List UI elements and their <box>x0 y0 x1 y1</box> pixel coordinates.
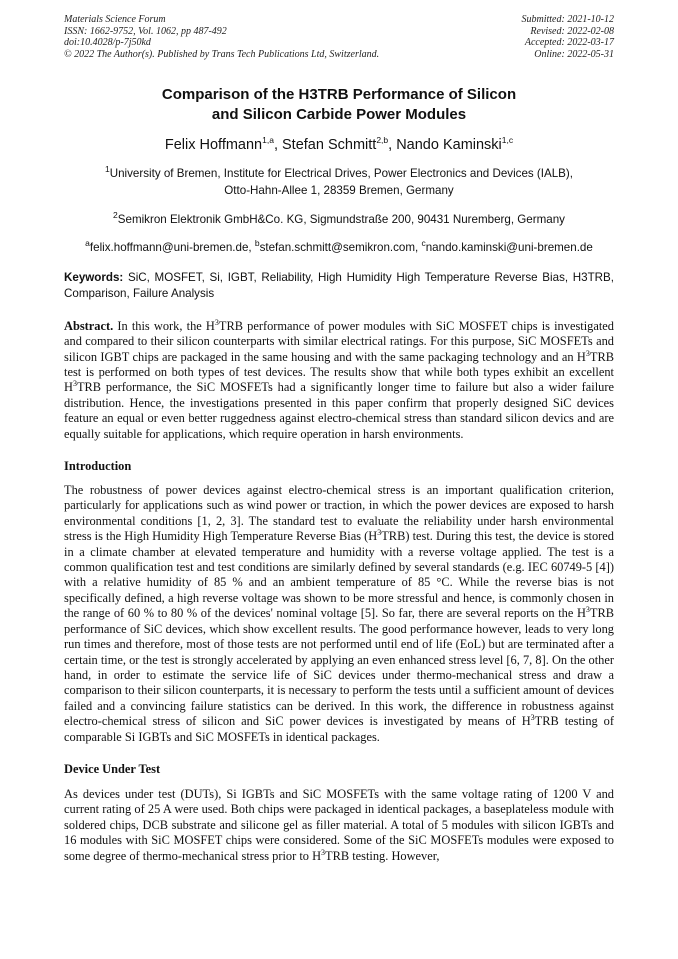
email-mark: c <box>421 238 426 249</box>
affiliation-1 <box>64 161 614 199</box>
email-mark: b <box>254 238 260 249</box>
author-separator: , <box>273 137 283 154</box>
publication-dates <box>522 14 615 60</box>
online-date: Online: 2022-05-31 <box>534 48 614 60</box>
copyright: © 2022 The Author(s). Published by Trans Tech Publications Ltd, Switzerland. <box>64 48 380 60</box>
author-name: Felix Hoffmann <box>164 137 263 154</box>
section-heading-device-under-test: Device Under Test <box>64 761 161 776</box>
email-link[interactable]: felix.hoffmann@uni-bremen.de, <box>89 241 255 255</box>
author-affiliation-mark: 2,b <box>376 135 389 146</box>
email-link[interactable]: stefan.schmitt@semikron.com, <box>259 241 422 255</box>
email-mark: a <box>85 238 90 249</box>
affiliation-1-line-1: University of Bremen, Institute for Electrical Drives, Power Electronics and Devices (IALB), <box>109 167 573 181</box>
superscript: 3 <box>214 317 219 327</box>
title-line-2: and Silicon Carbide Power Modules <box>211 106 467 124</box>
keywords <box>64 270 614 303</box>
paper-title <box>104 85 574 125</box>
author-separator: , <box>388 137 397 154</box>
accepted-date: Accepted: 2022-03-17 <box>524 37 614 49</box>
submitted-date: Submitted: 2021-10-12 <box>521 14 614 25</box>
journal-name: Materials Science Forum <box>64 14 166 25</box>
abstract <box>64 319 614 442</box>
author-name: Stefan Schmitt <box>282 137 377 154</box>
superscript: 3 <box>585 348 590 358</box>
email-link[interactable]: nando.kaminski@uni-bremen.de <box>425 241 593 255</box>
superscript: 3 <box>72 379 77 389</box>
author-affiliation-mark: 1,a <box>262 135 274 146</box>
journal-info <box>64 14 379 60</box>
doi[interactable]: doi:10.4028/p-7j50kd <box>64 37 151 49</box>
title-line-1: Comparison of the H3TRB Performance of Silicon <box>161 86 517 104</box>
revised-date: Revised: 2022-02-08 <box>530 25 614 37</box>
section-heading-introduction: Introduction <box>64 459 132 474</box>
paragraph-text: TRB testing. However, <box>325 848 440 863</box>
affiliation-1-line-2: Otto-Hahn-Allee 1, 28359 Bremen, Germany <box>224 183 454 197</box>
affiliation-mark: 2 <box>113 210 118 221</box>
author-name: Nando Kaminski <box>396 137 502 154</box>
abstract-text: TRB performance, the SiC MOSFETs had a significantly longer time to failure but also a wider failure distribution. Hence, the investigations presented in this paper confirm that properly designed SiC devices feature an equal or even better ruggedness against electro-chemical stress than standard silicon devics and are equally suitable for applications, which require operation in harsh environments. <box>64 380 614 441</box>
superscript: 3 <box>530 713 535 722</box>
paragraph-text: TRB testing of comparable Si IGBTs and SiC MOSFETs in identical packages. <box>64 714 615 744</box>
abstract-text: In this work, the H <box>113 318 215 333</box>
author-affiliation-mark: 1,c <box>501 135 514 146</box>
email-list <box>64 235 614 256</box>
abstract-text: TRB performance of power modules with SiC MOSFET chips is investigated and compared to their silicon counterparts with similar electrical ratings. For this purpose, SiC MOSFETs and silicon IGBT chips are packaged in the same housing and with the same packaging technology and an H <box>64 318 614 364</box>
affiliation-2 <box>64 207 614 228</box>
paragraph-text: As devices under test (DUTs), Si IGBTs and SiC MOSFETs with the same voltage rating of 1200 V and current rating of 25 A were used. Both chips were packaged in identical packages, a baseplateless module with soldered chips, DCB substrate and silicone gel as filler material. A total of 5 modules with silicon IGBTs and 16 modules with SiC MOSFET chips were considered. Some of the SiC MOSFETs modules were exposed to some degree of thermo-mechanical stress prior to H <box>64 786 614 863</box>
abstract-text: TRB test is performed on both types of test devices. The results show that while both types exhibit an excellent H <box>64 349 614 395</box>
introduction-paragraph <box>64 483 614 745</box>
affiliation-2-text: Semikron Elektronik GmbH&Co. KG, Sigmundstraße 200, 90431 Nuremberg, Germany <box>117 212 565 226</box>
superscript: 3 <box>585 605 590 615</box>
paragraph-text: The robustness of power devices against electro-chemical stress is an important qualification criterion, particularly for applications such as wind power or traction, in which the power devices are exposed to harsh environmental conditions [1, 2, 3]. The standard test to evaluate the reliability under harsh environmental stress is the High Humidity High Temperature Reverse Bias (H <box>64 483 614 544</box>
abstract-label: Abstract. <box>64 318 114 333</box>
journal-header <box>64 14 614 60</box>
keywords-label: Keywords: <box>64 270 124 284</box>
paragraph-text: TRB performance of SiC devices, which show excellent results. The good performance however, leads to very long run times and therefore, most of those tests are not performed until end of life (EoL) but are terminated after a certain time, or the test is strongly accelerated by applying an even enhanced stress level [6, 7, 8]. On the other hand, in order to estimate the service life of SiC devices under thermo-mechanical stress and draw a comparison to their silicon counterparts, it is necessary to perform the tests until a sufficient amount of devices failed and a convincing failure statistics can be derived. In this work, the difference in robustness against electro-chemical stress of silicon and SiC power devices is investigated by means of H <box>64 606 614 729</box>
issn: ISSN: 1662-9752, Vol. 1062, pp 487-492 <box>64 25 227 37</box>
superscript: 3 <box>377 528 382 538</box>
affiliation-mark: 1 <box>105 164 110 175</box>
keywords-text: SiC, MOSFET, Si, IGBT, Reliability, High Humidity High Temperature Reverse Bias, H3TRB, Comparison, Failure Analysis <box>64 270 614 301</box>
author-list <box>64 130 614 155</box>
paragraph-text: TRB) test. During this test, the device is stored in a climate chamber at elevated temperature and humidity with a reverse voltage applied. The test is a common qualification test and test conditions are similarly defined by several standards (e.g. IEC 60749-5 [4]) with a relative humidity of 85 % and an ambient temperature of 85 °C. While the reverse bias is not specifically defined, a high reverse voltage was shown to be more stressful and hence, is commonly chosen in the range of 60 % to 80 % of the devices' nominal voltage [5]. So far, there are several reports on the H <box>64 529 614 621</box>
dut-paragraph <box>64 787 614 864</box>
superscript: 3 <box>321 847 326 857</box>
